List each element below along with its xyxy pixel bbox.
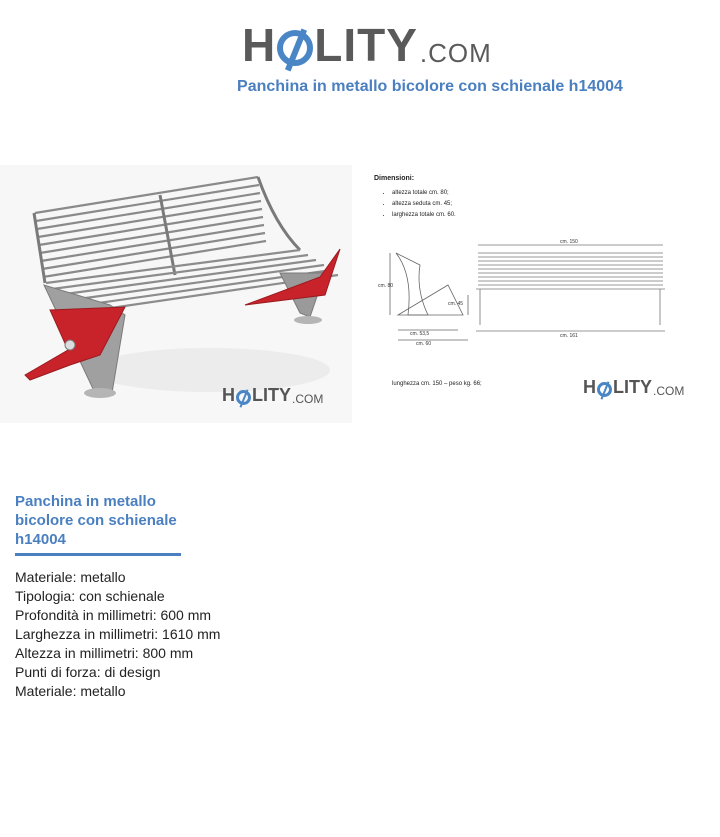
wm2-h: H: [583, 377, 596, 397]
spec-line: Materiale: metallo: [15, 683, 126, 699]
photo-watermark-logo: [222, 385, 323, 406]
site-logo[interactable]: [242, 12, 492, 71]
label-depth2: cm. 60: [416, 341, 432, 347]
title-divider: [15, 553, 181, 556]
spec-line: Punti di forza: di design: [15, 664, 161, 680]
logo-letter-h: H: [242, 19, 277, 71]
label-side-height: cm. 80: [378, 283, 394, 289]
label-depth1: cm. 53,5: [410, 331, 430, 337]
dimension-item: • altezza totale cm. 80;: [392, 190, 456, 196]
dimensions-heading: Dimensioni:: [374, 175, 415, 182]
wm-word: LITY: [252, 385, 291, 405]
wm2-o-icon: [597, 382, 612, 397]
wm2-suffix: .COM: [653, 384, 685, 398]
logo-word: LITY: [314, 19, 418, 71]
label-bottom-length: cm. 161: [560, 333, 578, 339]
drawing-watermark-logo: [583, 377, 684, 398]
dimensions-footer: lunghezza cm. 150 – peso kg. 66;: [392, 381, 482, 387]
spec-line: Altezza in millimetri: 800 mm: [15, 645, 194, 661]
label-top-length: cm. 150: [560, 239, 578, 245]
wm-o-icon: [236, 390, 251, 405]
product-info: [15, 492, 255, 701]
wm-suffix: .COM: [292, 392, 324, 406]
spec-line: Materiale: metallo: [15, 569, 126, 585]
technical-drawing: [368, 165, 720, 423]
spec-line: Larghezza in millimetri: 1610 mm: [15, 626, 221, 642]
page-title: Panchina in metallo bicolore con schienale h14004: [237, 78, 623, 95]
label-seat-height: cm. 45: [448, 301, 464, 307]
wm2-word: LITY: [613, 377, 652, 397]
product-photo: [0, 165, 352, 423]
spec-line: Tipologia: con schienale: [15, 588, 165, 604]
product-title: Panchina in metallo bicolore con schienale h14004: [15, 493, 177, 548]
spec-line: Profondità in millimetri: 600 mm: [15, 607, 212, 623]
wm-h: H: [222, 385, 235, 405]
dimension-item: • larghezza totale cm. 60.: [392, 212, 456, 218]
logo-o-icon: [277, 30, 313, 66]
dimension-item: • altezza seduta cm. 45;: [392, 201, 456, 207]
drawing-lines: [368, 165, 720, 365]
logo-suffix: .COM: [419, 38, 492, 68]
